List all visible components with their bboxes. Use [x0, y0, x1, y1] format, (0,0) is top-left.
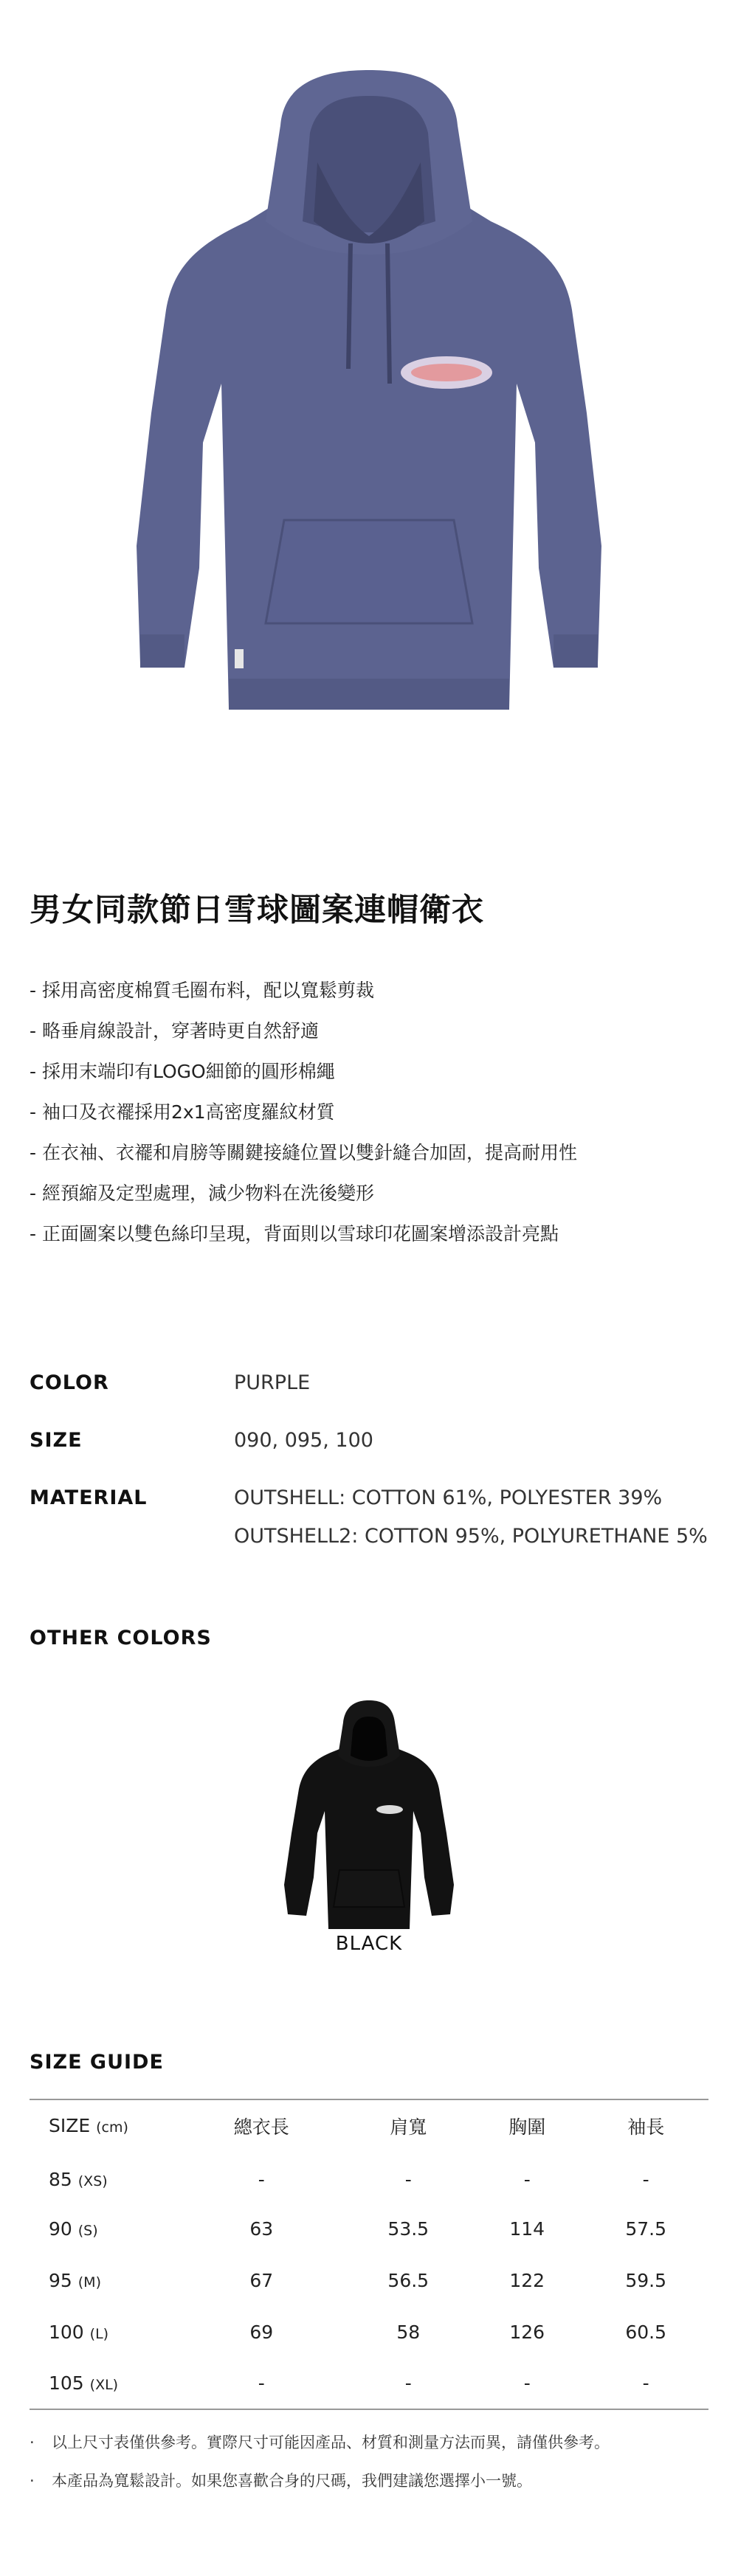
- note-item: · 以上尺寸表僅供參考。實際尺寸可能因產品、材質和測量方法而異，請僅供參考。: [30, 2434, 610, 2451]
- spec-table: [30, 1368, 708, 1579]
- spec-value: 090, 095, 100: [234, 1429, 373, 1452]
- feature-item: - 袖口及衣襬採用2x1高密度羅紋材質: [30, 1101, 335, 1123]
- other-colors-title: OTHER COLORS: [30, 1627, 212, 1649]
- product-image: [0, 0, 738, 797]
- size-notes: [30, 2423, 610, 2500]
- purple-hoodie-illustration: [0, 0, 738, 797]
- spec-row-material: [30, 1483, 708, 1560]
- column-header: 胸圍: [508, 2116, 546, 2138]
- column-header: 肩寬: [390, 2116, 427, 2138]
- spec-label: MATERIAL: [30, 1486, 148, 1509]
- spec-row-color: [30, 1368, 708, 1407]
- feature-item: - 略垂肩線設計，穿著時更自然舒適: [30, 1020, 319, 1042]
- table-header-row: [30, 2099, 708, 2151]
- feature-item: - 正面圖案以雙色絲印呈現，背面則以雪球印花圖案增添設計亮點: [30, 1223, 559, 1244]
- column-header: 袖長: [627, 2116, 665, 2138]
- size-guide-title: SIZE GUIDE: [30, 2051, 164, 2074]
- spec-label: SIZE: [30, 1429, 83, 1452]
- column-header: SIZE (cm): [49, 2115, 128, 2136]
- black-hoodie-thumbnail: [266, 1686, 472, 1936]
- color-swatch-label: BLACK: [335, 1933, 403, 1955]
- feature-item: - 在衣袖、衣襬和肩膀等關鍵接縫位置以雙針縫合加固，提高耐用性: [30, 1142, 577, 1163]
- feature-item: - 經預縮及定型處理，減少物料在洗後變形: [30, 1183, 374, 1204]
- feature-list: [30, 970, 577, 1254]
- column-header: 總衣長: [233, 2116, 289, 2138]
- feature-item: - 採用末端印有LOGO細節的圓形棉繩: [30, 1061, 335, 1082]
- note-item: · 本產品為寬鬆設計。如果您喜歡合身的尺碼，我們建議您選擇小一號。: [30, 2472, 532, 2490]
- spec-value: OUTSHELL: COTTON 61%, POLYESTER 39% OUTSHELL2: COTTON 95%, POLYURETHANE 5%: [234, 1486, 708, 1548]
- spec-label: COLOR: [30, 1371, 109, 1394]
- spec-row-size: [30, 1426, 708, 1464]
- table-row: 90 (S) 63 53.5 114 57.5: [49, 2217, 667, 2240]
- color-swatch-black[interactable]: [266, 1686, 472, 1936]
- table-row: 85 (XS) - - - -: [49, 2168, 649, 2190]
- feature-item: - 採用高密度棉質毛圈布料，配以寬鬆剪裁: [30, 980, 374, 1001]
- size-guide-table: [30, 2099, 708, 2410]
- product-title: 男女同款節日雪球圖案連帽衛衣: [30, 892, 484, 929]
- spec-value: PURPLE: [234, 1371, 311, 1394]
- table-row: 100 (L) 69 58 126 60.5: [49, 2321, 667, 2343]
- table-row: 105 (XL) - - - -: [49, 2372, 649, 2394]
- table-row: 95 (M) 67 56.5 122 59.5: [49, 2269, 667, 2291]
